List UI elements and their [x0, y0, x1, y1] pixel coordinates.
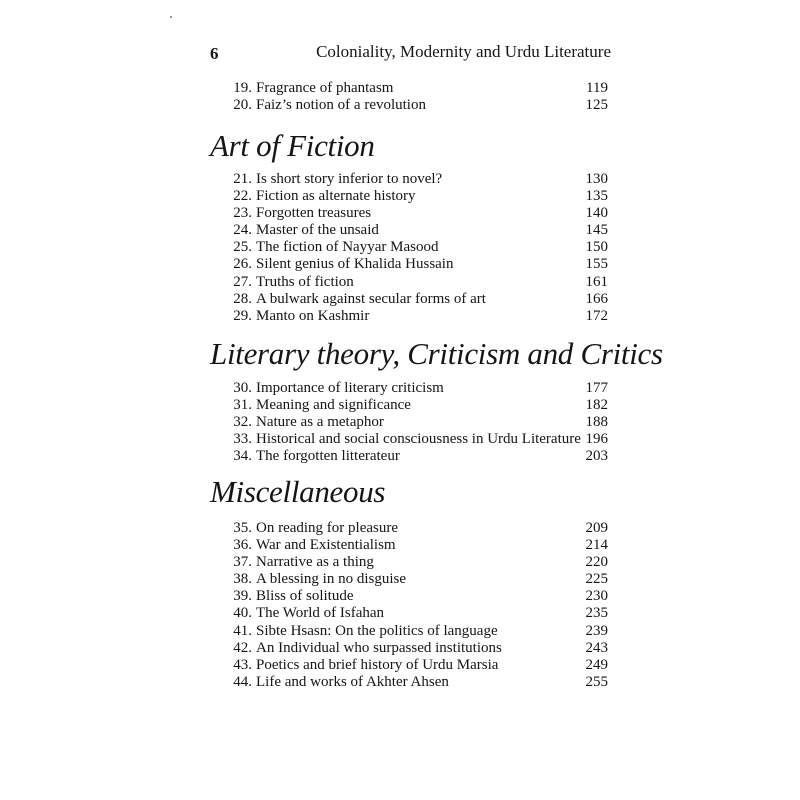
entry-page: 196 [585, 431, 608, 448]
entry-page: 235 [585, 605, 608, 622]
entry-title: Poetics and brief history of Urdu Marsia [256, 656, 499, 673]
entry-title: Silent genius of Khalida Hussain [256, 256, 454, 273]
entry-title: Fragrance of phantasm [256, 80, 394, 96]
entry-number: 32. [233, 414, 252, 431]
entry-title: Sibte Hsasn: On the politics of language [256, 622, 498, 639]
entry-number: 33. [233, 431, 252, 448]
entry-title: Meaning and significance [256, 397, 411, 414]
entry-number: 20. [233, 97, 252, 114]
toc-entry [0, 537, 800, 554]
toc-entry [0, 554, 800, 571]
entry-page: 182 [585, 397, 608, 414]
entry-number: 26. [233, 256, 252, 273]
scan-speck [170, 16, 172, 18]
toc-entry [0, 657, 800, 674]
toc-entry [0, 623, 800, 640]
entry-page: 230 [585, 588, 608, 605]
toc-entry [0, 171, 800, 188]
entry-title: Truths of fiction [256, 273, 354, 290]
entry-number: 23. [233, 205, 252, 222]
toc-entry [0, 80, 800, 97]
toc-entry [0, 188, 800, 205]
toc-entry [0, 605, 800, 622]
entry-page: 119 [586, 80, 608, 96]
entry-page: 172 [585, 307, 608, 324]
entry-number: 27. [233, 273, 252, 290]
entry-page: 130 [585, 171, 608, 187]
entry-title: Life and works of Akhter Ahsen [256, 673, 449, 690]
entry-number: 39. [233, 588, 252, 605]
entry-title: On reading for pleasure [256, 520, 399, 536]
toc-entry [0, 640, 800, 657]
toc-entry [0, 571, 800, 588]
toc-entry [0, 588, 800, 605]
entry-number: 19. [233, 80, 252, 96]
entry-title: Nature as a metaphor [256, 414, 384, 431]
toc-entry [0, 520, 800, 537]
entry-page: 243 [585, 639, 608, 656]
entry-number: 40. [233, 605, 252, 622]
page-header [0, 38, 800, 68]
toc-entry [0, 448, 800, 465]
toc-list-literary-theory [0, 380, 800, 465]
entry-page: 203 [585, 448, 608, 465]
entry-page: 255 [585, 673, 608, 690]
entry-title: War and Existentialism [256, 537, 396, 554]
entry-page: 161 [585, 273, 608, 290]
entry-title: The World of Isfahan [256, 605, 385, 622]
entry-page: 214 [585, 537, 608, 554]
toc-entry [0, 274, 800, 291]
page-number: 6 [210, 44, 219, 63]
entry-page: 188 [585, 414, 608, 431]
entry-page: 225 [585, 571, 608, 588]
entry-number: 24. [233, 222, 252, 239]
entry-title: Master of the unsaid [256, 222, 379, 239]
section-heading-miscellaneous: Miscellaneous [210, 474, 386, 509]
entry-page: 150 [585, 239, 608, 256]
entry-number: 21. [233, 171, 252, 187]
entry-page: 239 [585, 622, 608, 639]
entry-page: 145 [585, 222, 608, 239]
toc-entry [0, 205, 800, 222]
entry-title: Narrative as a thing [256, 554, 374, 571]
toc-entry [0, 239, 800, 256]
entry-number: 30. [233, 380, 252, 396]
entry-page: 166 [585, 290, 608, 307]
entry-title: Fiction as alternate history [256, 188, 416, 205]
entry-number: 25. [233, 239, 252, 256]
toc-entry [0, 380, 800, 397]
entry-page: 209 [585, 520, 608, 536]
entry-title: Faiz’s notion of a revolution [256, 97, 426, 114]
entry-title: An Individual who surpassed institutions [256, 639, 502, 656]
toc-entry [0, 431, 800, 448]
entry-title: Historical and social consciousness in Urdu Literature [256, 431, 581, 448]
toc-entry [0, 291, 800, 308]
entry-page: 125 [585, 97, 608, 114]
toc-list-art-of-fiction [0, 171, 800, 325]
entry-title: The forgotten litterateur [256, 448, 400, 465]
entry-title: Bliss of solitude [256, 588, 354, 605]
entry-number: 44. [233, 673, 252, 690]
section-heading-art-of-fiction: Art of Fiction [210, 128, 375, 163]
toc-entry [0, 256, 800, 273]
entry-page: 177 [585, 380, 608, 396]
entry-number: 22. [233, 188, 252, 205]
entry-number: 31. [233, 397, 252, 414]
entry-title: Importance of literary criticism [256, 380, 444, 396]
entry-number: 35. [233, 520, 252, 536]
entry-page: 220 [585, 554, 608, 571]
running-title: Coloniality, Modernity and Urdu Literature [316, 42, 611, 61]
entry-number: 43. [233, 656, 252, 673]
toc-entry [0, 222, 800, 239]
entry-title: Is short story inferior to novel? [256, 171, 443, 187]
toc-entry [0, 414, 800, 431]
toc-entry [0, 97, 800, 114]
toc-entry [0, 308, 800, 325]
section-heading-literary-theory: Literary theory, Criticism and Critics [210, 336, 663, 371]
entry-number: 28. [233, 290, 252, 307]
entry-page: 140 [585, 205, 608, 222]
entry-title: Manto on Kashmir [256, 307, 370, 324]
toc-entry [0, 397, 800, 414]
entry-number: 36. [233, 537, 252, 554]
entry-page: 249 [585, 656, 608, 673]
entry-number: 41. [233, 622, 252, 639]
entry-title: Forgotten treasures [256, 205, 372, 222]
toc-list-miscellaneous [0, 520, 800, 691]
entry-number: 37. [233, 554, 252, 571]
entry-page: 155 [585, 256, 608, 273]
entry-title: A blessing in no disguise [256, 571, 407, 588]
entry-number: 34. [233, 448, 252, 465]
entry-title: The fiction of Nayyar Masood [256, 239, 439, 256]
entry-number: 42. [233, 639, 252, 656]
entry-number: 29. [233, 307, 252, 324]
entry-title: A bulwark against secular forms of art [256, 290, 486, 307]
toc-entry [0, 674, 800, 691]
entry-number: 38. [233, 571, 252, 588]
toc-list-continued [0, 80, 800, 114]
entry-page: 135 [585, 188, 608, 205]
